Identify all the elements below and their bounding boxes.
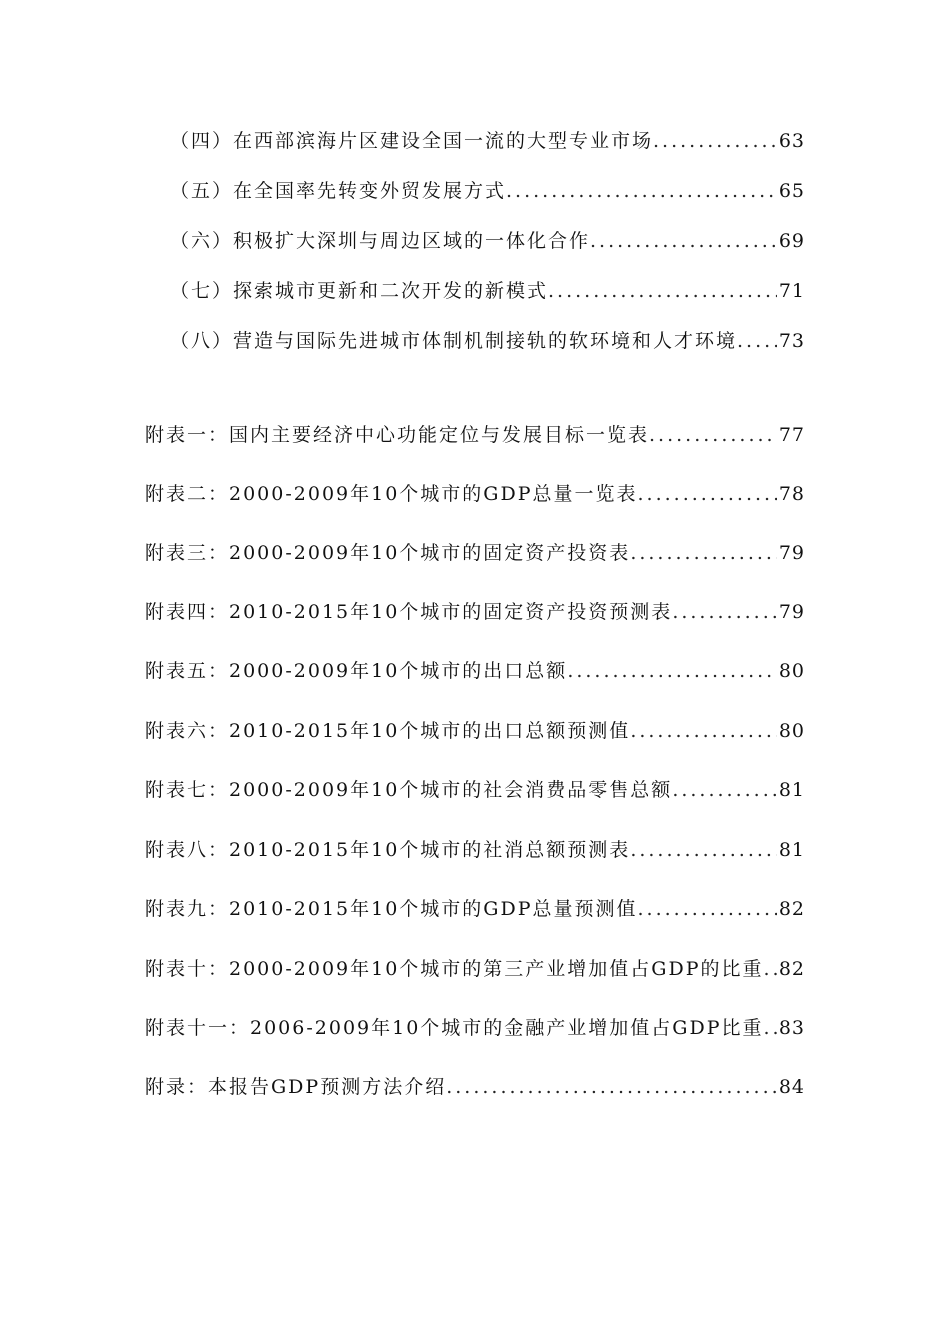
toc-entry-title: （五）在全国率先转变外贸发展方式 bbox=[170, 180, 507, 202]
toc-entry-page: 81 bbox=[778, 779, 805, 801]
toc-entry-title: 附表十一：2006-2009年10个城市的金融产业增加值占GDP比重 bbox=[145, 1017, 764, 1039]
toc-entry-section[interactable] bbox=[170, 276, 805, 306]
toc-entry-title: （八）营造与国际先进城市体制机制接轨的软环境和人才环境 bbox=[170, 330, 738, 352]
toc-entry-page: 80 bbox=[778, 660, 805, 682]
dot-leader bbox=[638, 898, 777, 920]
toc-entry-title: 附表五：2000-2009年10个城市的出口总额 bbox=[145, 660, 568, 682]
toc-entry-appendix[interactable] bbox=[145, 775, 805, 805]
toc-entry-page: 83 bbox=[778, 1017, 805, 1039]
dot-leader bbox=[548, 280, 777, 302]
toc-entry-title: 附录：本报告GDP预测方法介绍 bbox=[145, 1076, 447, 1098]
toc-entry-page: 79 bbox=[778, 542, 805, 564]
dot-leader bbox=[764, 958, 777, 980]
toc-entry-title: 附表十：2000-2009年10个城市的第三产业增加值占GDP的比重 bbox=[145, 958, 764, 980]
toc-entry-appendix[interactable] bbox=[145, 954, 805, 984]
toc-entry-section[interactable] bbox=[170, 126, 805, 156]
toc-entry-page: 80 bbox=[778, 720, 805, 742]
toc-entry-page: 69 bbox=[778, 230, 805, 252]
toc-entry-title: 附表八：2010-2015年10个城市的社消总额预测表 bbox=[145, 839, 631, 861]
toc-entry-appendix[interactable] bbox=[145, 894, 805, 924]
toc-entry-section[interactable] bbox=[170, 176, 805, 206]
toc-entry-appendix[interactable] bbox=[145, 479, 805, 509]
toc-entry-title: （四）在西部滨海片区建设全国一流的大型专业市场 bbox=[170, 130, 654, 152]
toc-entry-appendix[interactable] bbox=[145, 538, 805, 568]
dot-leader bbox=[764, 1017, 777, 1039]
toc-entry-page: 79 bbox=[778, 601, 805, 623]
toc-entry-title: 附表七：2000-2009年10个城市的社会消费品零售总额 bbox=[145, 779, 673, 801]
toc-entry-title: 附表一：国内主要经济中心功能定位与发展目标一览表 bbox=[145, 424, 650, 446]
dot-leader bbox=[446, 1076, 777, 1098]
toc-entry-title: （七）探索城市更新和二次开发的新模式 bbox=[170, 280, 549, 302]
toc-entry-page: 73 bbox=[778, 330, 805, 352]
toc-entry-page: 81 bbox=[778, 839, 805, 861]
dot-leader bbox=[672, 779, 777, 801]
toc-entry-page: 65 bbox=[778, 180, 805, 202]
dot-leader bbox=[653, 130, 777, 152]
toc-entry-title: （六）积极扩大深圳与周边区域的一体化合作 bbox=[170, 230, 591, 252]
toc-entry-appendix[interactable] bbox=[145, 835, 805, 865]
toc-entry-appendix[interactable] bbox=[145, 597, 805, 627]
toc-entry-page: 71 bbox=[778, 280, 805, 302]
dot-leader bbox=[737, 330, 777, 352]
toc-entry-appendix[interactable] bbox=[145, 1013, 805, 1043]
toc-entry-title: 附表二：2000-2009年10个城市的GDP总量一览表 bbox=[145, 483, 638, 505]
dot-leader bbox=[649, 424, 777, 446]
toc-entry-page: 82 bbox=[778, 898, 805, 920]
toc-entry-page: 84 bbox=[778, 1076, 805, 1098]
dot-leader bbox=[630, 720, 777, 742]
dot-leader bbox=[630, 839, 777, 861]
toc-entry-appendix[interactable] bbox=[145, 656, 805, 686]
toc-entry-page: 63 bbox=[778, 130, 805, 152]
toc-entry-appendix[interactable] bbox=[145, 420, 805, 450]
toc-entry-page: 78 bbox=[778, 483, 805, 505]
dot-leader bbox=[506, 180, 777, 202]
toc-entry-page: 77 bbox=[778, 424, 805, 446]
toc-entry-title: 附表九：2010-2015年10个城市的GDP总量预测值 bbox=[145, 898, 638, 920]
toc-entry-title: 附表三：2000-2009年10个城市的固定资产投资表 bbox=[145, 542, 631, 564]
toc-entry-section[interactable] bbox=[170, 326, 805, 356]
dot-leader bbox=[672, 601, 777, 623]
toc-entry-title: 附表四：2010-2015年10个城市的固定资产投资预测表 bbox=[145, 601, 673, 623]
toc-entry-title: 附表六：2010-2015年10个城市的出口总额预测值 bbox=[145, 720, 631, 742]
dot-leader bbox=[567, 660, 777, 682]
dot-leader bbox=[590, 230, 777, 252]
toc-entry-appendix[interactable] bbox=[145, 716, 805, 746]
toc-entry-appendix[interactable] bbox=[145, 1072, 805, 1102]
toc-entry-page: 82 bbox=[778, 958, 805, 980]
dot-leader bbox=[638, 483, 777, 505]
toc-entry-section[interactable] bbox=[170, 226, 805, 256]
dot-leader bbox=[630, 542, 777, 564]
